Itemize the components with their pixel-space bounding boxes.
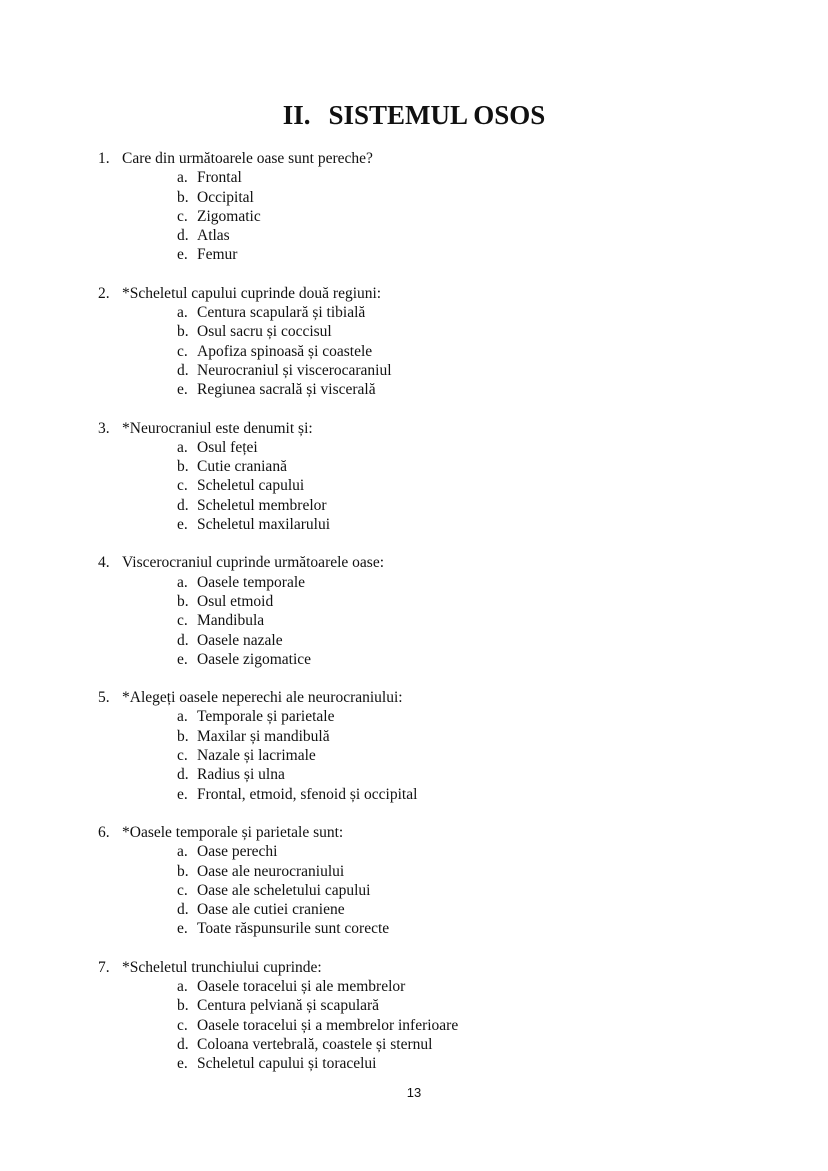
option-letter: d. (177, 766, 189, 784)
option-text: Osul sacru și coccisul (197, 323, 332, 341)
question-prompt: Care din următoarele oase sunt pereche? (122, 150, 373, 167)
option-letter: b. (177, 323, 189, 341)
option-letter: d. (177, 1035, 189, 1053)
option-letter: e. (177, 1055, 188, 1073)
chapter-number: II. (282, 100, 311, 130)
question-text (98, 688, 788, 707)
answer-option (177, 631, 788, 650)
question-number: 3. (98, 419, 110, 437)
question-number: 1. (98, 150, 110, 167)
option-text: Osul feței (197, 438, 258, 456)
option-text: Femur (197, 246, 238, 264)
option-letter: c. (177, 612, 188, 630)
option-text: Centura scapulară și tibială (197, 304, 366, 322)
option-text: Oasele temporale (197, 573, 306, 591)
option-text: Oase ale scheletului capului (197, 881, 371, 899)
option-letter: b. (177, 592, 189, 610)
question-text (98, 823, 788, 842)
question-prompt: *Neurocraniul este denumit și: (122, 419, 313, 437)
page-number: 13 (406, 1085, 422, 1100)
option-text: Atlas (197, 227, 230, 245)
option-list (98, 168, 788, 264)
option-letter: e. (177, 785, 188, 803)
option-letter: c. (177, 207, 188, 225)
option-letter: a. (177, 304, 188, 322)
option-text: Regiunea sacrală și viscerală (197, 381, 376, 399)
answer-option (177, 303, 788, 322)
option-text: Zigomatic (197, 207, 261, 225)
option-text: Scheletul membrelor (197, 496, 327, 514)
option-letter: b. (177, 997, 189, 1015)
option-text: Centura pelviană și scapulară (197, 997, 380, 1015)
option-letter: e. (177, 381, 188, 399)
answer-option (177, 1016, 788, 1035)
answer-option (177, 746, 788, 765)
question-item (98, 688, 788, 804)
option-letter: b. (177, 862, 189, 880)
question-text (98, 419, 788, 438)
option-list (98, 438, 788, 534)
option-letter: d. (177, 496, 189, 514)
answer-option (177, 188, 788, 207)
option-text: Oase perechi (197, 843, 278, 861)
answer-option (177, 977, 788, 996)
option-letter: d. (177, 901, 189, 919)
question-item (98, 284, 788, 400)
answer-option (177, 361, 788, 380)
question-item (98, 149, 788, 265)
answer-option (177, 496, 788, 515)
answer-option (177, 476, 788, 495)
answer-option (177, 226, 788, 245)
option-list (98, 573, 788, 669)
option-letter: c. (177, 342, 188, 360)
answer-option (177, 1054, 788, 1073)
question-text (98, 284, 788, 303)
question-list (98, 149, 788, 1092)
answer-option (177, 996, 788, 1015)
answer-option (177, 515, 788, 534)
question-prompt: *Scheletul trunchiului cuprinde: (122, 958, 322, 976)
option-letter: c. (177, 1016, 188, 1034)
option-text: Mandibula (197, 612, 265, 630)
question-text (98, 149, 788, 168)
question-number: 2. (98, 284, 110, 302)
option-letter: d. (177, 227, 189, 245)
answer-option (177, 380, 788, 399)
answer-option (177, 765, 788, 784)
option-text: Frontal, etmoid, sfenoid și occipital (197, 785, 418, 803)
answer-option (177, 611, 788, 630)
question-number: 7. (98, 958, 110, 976)
option-letter: a. (177, 438, 188, 456)
option-letter: a. (177, 169, 188, 187)
option-letter: b. (177, 188, 189, 206)
option-letter: b. (177, 727, 189, 745)
question-item (98, 958, 788, 1074)
answer-option (177, 1035, 788, 1054)
question-item (98, 419, 788, 535)
option-text: Scheletul maxilarului (197, 516, 331, 534)
option-text: Oase ale cutiei craniene (197, 901, 345, 919)
answer-option (177, 919, 788, 938)
option-list (98, 842, 788, 938)
option-text: Coloana vertebrală, coastele și sternul (197, 1035, 433, 1053)
answer-option (177, 457, 788, 476)
option-text: Occipital (197, 188, 254, 206)
question-number: 4. (98, 554, 110, 572)
option-letter: a. (177, 708, 188, 726)
question-text (98, 958, 788, 977)
option-letter: e. (177, 516, 188, 534)
option-letter: d. (177, 361, 189, 379)
answer-option (177, 592, 788, 611)
option-text: Toate răspunsurile sunt corecte (197, 920, 390, 938)
answer-option (177, 245, 788, 264)
option-letter: a. (177, 843, 188, 861)
option-text: Temporale și parietale (197, 708, 335, 726)
answer-option (177, 573, 788, 592)
page-title (0, 98, 828, 132)
option-text: Oasele toracelui și ale membrelor (197, 977, 406, 995)
option-list (98, 977, 788, 1073)
option-letter: e. (177, 920, 188, 938)
option-text: Frontal (197, 169, 242, 187)
answer-option (177, 650, 788, 669)
answer-option (177, 168, 788, 187)
option-text: Scheletul capului (197, 477, 305, 495)
question-number: 5. (98, 689, 110, 707)
answer-option (177, 862, 788, 881)
answer-option (177, 881, 788, 900)
option-text: Oasele zigomatice (197, 650, 312, 668)
answer-option (177, 322, 788, 341)
option-text: Radius și ulna (197, 766, 285, 784)
option-letter: c. (177, 747, 188, 765)
option-text: Oasele nazale (197, 631, 283, 649)
option-letter: e. (177, 650, 188, 668)
option-letter: b. (177, 458, 189, 476)
option-text: Nazale și lacrimale (197, 747, 316, 765)
answer-option (177, 727, 788, 746)
answer-option (177, 438, 788, 457)
chapter-title: SISTEMUL OSOS (328, 100, 546, 130)
option-letter: a. (177, 573, 188, 591)
option-text: Scheletul capului și toracelui (197, 1055, 377, 1073)
question-item (98, 553, 788, 669)
answer-option (177, 900, 788, 919)
question-prompt: *Oasele temporale și parietale sunt: (122, 823, 344, 841)
answer-option (177, 207, 788, 226)
option-letter: c. (177, 477, 188, 495)
option-text: Neurocraniul și viscerocaraniul (197, 361, 392, 379)
answer-option (177, 707, 788, 726)
question-prompt: *Scheletul capului cuprinde două regiuni: (122, 284, 382, 302)
answer-option (177, 842, 788, 861)
option-list (98, 303, 788, 399)
option-text: Maxilar și mandibulă (197, 727, 330, 745)
question-text (98, 553, 788, 572)
option-letter: e. (177, 246, 188, 264)
question-number: 6. (98, 823, 110, 841)
option-text: Apofiza spinoasă și coastele (197, 342, 373, 360)
option-letter: c. (177, 881, 188, 899)
question-item (98, 823, 788, 939)
option-text: Oase ale neurocraniului (197, 862, 345, 880)
answer-option (177, 785, 788, 804)
option-text: Osul etmoid (197, 592, 274, 610)
option-letter: d. (177, 631, 189, 649)
question-prompt: *Alegeți oasele neperechi ale neurocraniului: (122, 689, 403, 707)
option-letter: a. (177, 977, 188, 995)
option-list (98, 707, 788, 803)
answer-option (177, 342, 788, 361)
option-text: Cutie craniană (197, 458, 287, 476)
option-text: Oasele toracelui și a membrelor inferioare (197, 1016, 459, 1034)
question-prompt: Viscerocraniul cuprinde următoarele oase: (122, 554, 385, 572)
